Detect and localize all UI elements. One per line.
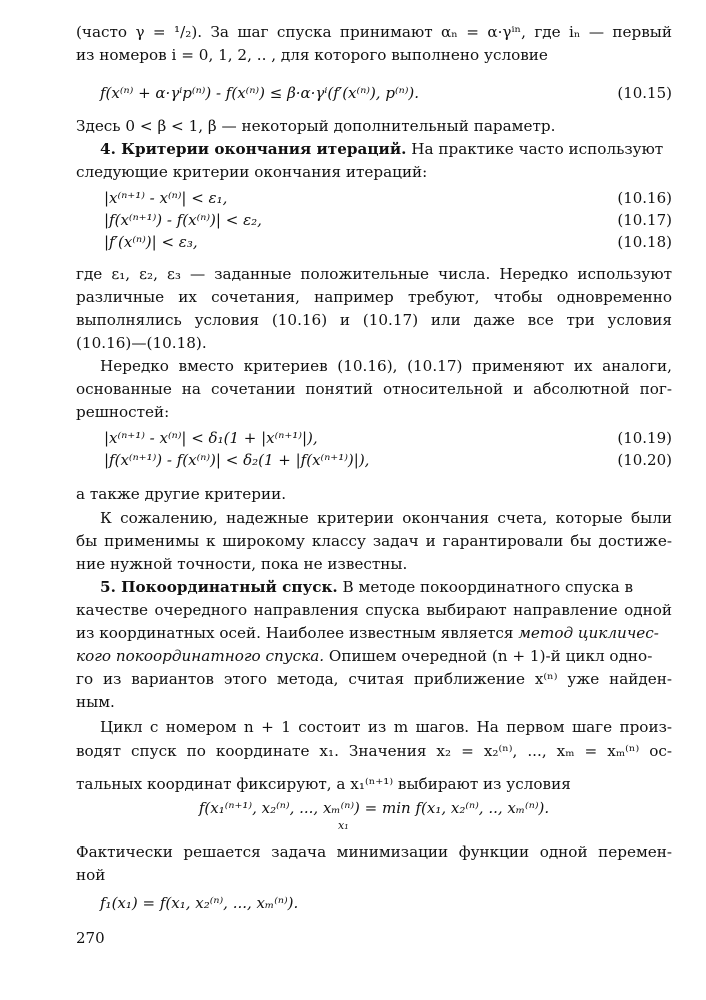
formula-f1: f₁(x₁) = f(x₁, x₂⁽ⁿ⁾, ..., xₘ⁽ⁿ⁾). [100,894,299,912]
text-line: ной [76,866,106,884]
equation-number: (10.18) [617,233,672,251]
section-5-heading-line [100,577,633,597]
text-line: различные их сочетания, например требуют, чтобы одновременно [76,288,672,306]
text-line: из номеров i = 0, 1, 2, .. , для которого выполнено условие [76,46,548,64]
text-line: го из вариантов этого метода, считая приближение x⁽ⁿ⁾ уже найден- [76,670,672,688]
section-title: 4. Критерии окончания итераций. [100,140,407,158]
text-line: следующие критерии окончания итераций: [76,163,428,181]
text-fragment: из координатных осей. Наиболее известным является [76,624,514,642]
term-italic: кого покоординатного спуска. [76,647,325,665]
formula-10-20: |f(x⁽ⁿ⁺¹⁾) - f(x⁽ⁿ⁾)| < δ₂(1 + |f(x⁽ⁿ⁺¹⁾)|), [104,451,370,469]
formula-10-18: |f′(x⁽ⁿ⁾)| < ε₃, [104,233,198,251]
formula-10-15: f(x⁽ⁿ⁾ + α·γⁱp⁽ⁿ⁾) - f(x⁽ⁿ⁾) ≤ β·α·γⁱ(f′(x⁽ⁿ⁾), p⁽ⁿ⁾). [100,84,420,102]
text-line: Цикл с номером n + 1 состоит из m шагов. На первом шаге произ- [100,718,672,736]
section-title: 5. Покоординатный спуск. [100,578,338,596]
equation-number: (10.15) [617,84,672,102]
text-line: К сожалению, надежные критерии окончания счета, которые были [100,509,672,527]
text-line: решностей: [76,403,170,421]
text-line: бы применимы к широкому классу задач и гарантировали бы достиже- [76,532,672,550]
text-line: тальных координат фиксируют, а x₁⁽ⁿ⁺¹⁾ выбирают из условия [76,775,571,793]
section-4-heading-line [100,139,663,159]
text-fragment: В методе покоординатного спуска в [342,578,634,596]
text-line [76,623,672,643]
formula-10-16: |x⁽ⁿ⁺¹⁾ - x⁽ⁿ⁾| < ε₁, [104,189,228,207]
text-line: основанные на сочетании понятий относительной и абсолютной пог- [76,380,672,398]
formula-10-19: |x⁽ⁿ⁺¹⁾ - x⁽ⁿ⁾| < δ₁(1 + |x⁽ⁿ⁺¹⁾|), [104,429,318,447]
text-fragment: На практике часто используют [411,140,664,158]
text-line [76,646,672,666]
text-line: водят спуск по координате x₁. Значения x₂ = x₂⁽ⁿ⁾, ..., xₘ = xₘ⁽ⁿ⁾ ос- [76,742,672,760]
formula-10-17: |f(x⁽ⁿ⁺¹⁾) - f(x⁽ⁿ⁾)| < ε₂, [104,211,262,229]
text-line: где ε₁, ε₂, ε₃ — заданные положительные числа. Нередко используют [76,265,672,283]
text-line: качестве очередного направления спуска выбирают направление одной [76,601,672,619]
equation-number: (10.20) [617,451,672,469]
formula-min: f(x₁⁽ⁿ⁺¹⁾, x₂⁽ⁿ⁾, ..., xₘ⁽ⁿ⁾) = min f(x₁, x₂⁽ⁿ⁾, .., xₘ⁽ⁿ⁾). [198,799,550,817]
text-line: ние нужной точности, пока не известны. [76,555,408,573]
text-line: Нередко вместо критериев (10.16), (10.17) применяют их аналоги, [100,357,672,375]
text-line: выполнялись условия (10.16) и (10.17) или даже все три условия [76,311,672,329]
equation-number: (10.16) [617,189,672,207]
equation-number: (10.17) [617,211,672,229]
term-italic: метод цикличес- [518,624,659,642]
text-fragment: Опишем очередной (n + 1)-й цикл одно- [328,647,653,665]
text-line: (часто γ = ¹/₂). За шаг спуска принимают αₙ = α·γⁱⁿ, где iₙ — первый [76,23,672,41]
text-line: ным. [76,693,115,711]
text-line: Фактически решается задача минимизации функции одной перемен- [76,843,672,861]
text-line: Здесь 0 < β < 1, β — некоторый дополнительный параметр. [76,117,556,135]
page-number: 270 [76,929,105,947]
equation-number: (10.19) [617,429,672,447]
text-line: (10.16)—(10.18). [76,334,207,352]
text-line: а также другие критерии. [76,485,287,503]
formula-min-subscript: x₁ [338,819,349,832]
